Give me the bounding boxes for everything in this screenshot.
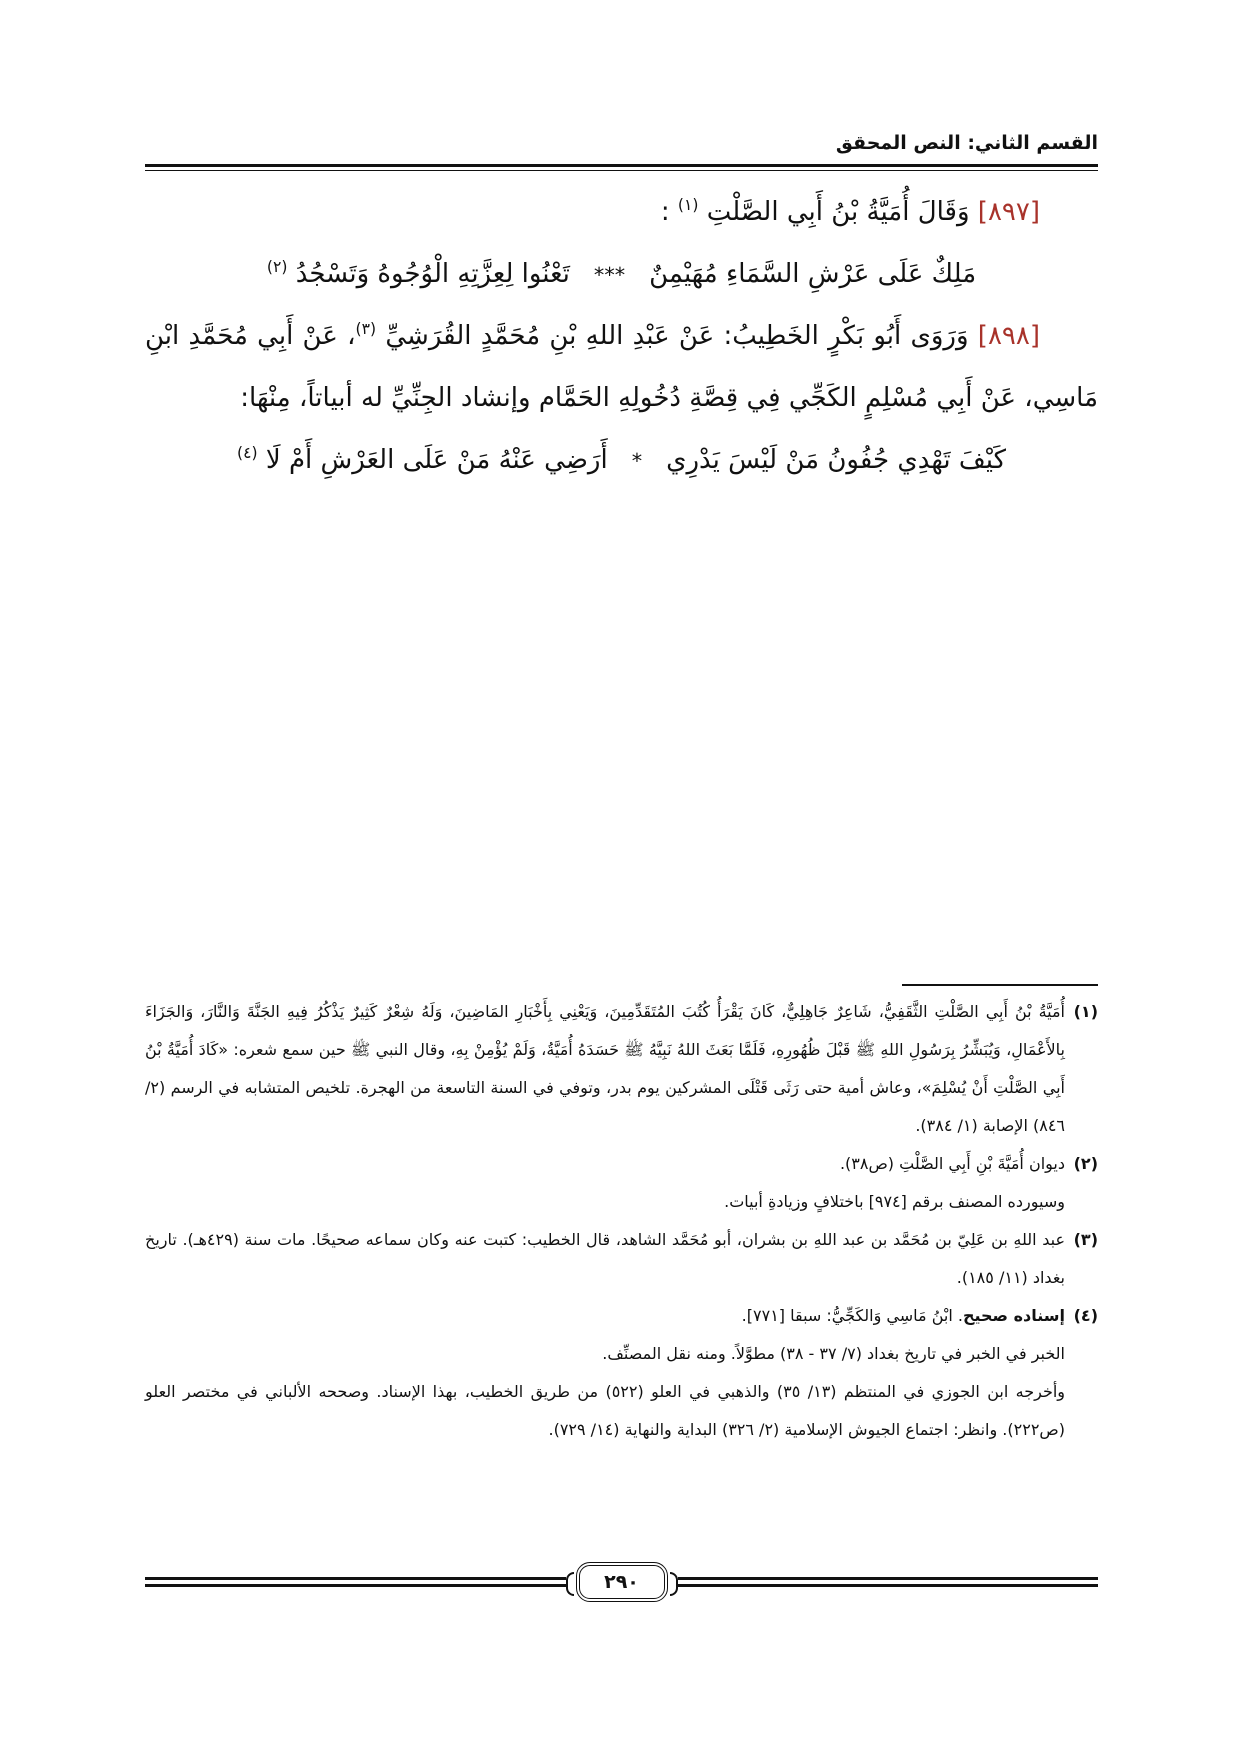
page-number: ٢٩٠: [576, 1562, 668, 1602]
verse-first-hemistich: كَيْفَ تَهْدِي جُفُونُ مَنْ لَيْسَ يَدْرِي: [666, 445, 1006, 475]
footnote-text: . ابْنُ مَاسِي وَالكَجِّيُّ: سبقا [٧٧١].: [741, 1306, 963, 1325]
footnote-text: عبد اللهِ بن عَلِيّ بن مُحَمَّد بن عبد اللهِ بن بشران، أبو مُحَمَّد الشاهد، قال الخطيب: كتبت عنه وكان سماعه صحيحًا. مات سنة (٤٢٩هـ). تاريخ بغداد (١١/ ١٨٥).: [145, 1230, 1065, 1287]
page-footer-ornament: [145, 1561, 1098, 1603]
verse-second-hemistich-group: [237, 429, 608, 491]
entry-number: [٨٩٧]: [977, 197, 1040, 227]
footnotes: [145, 993, 1098, 1449]
footnote-text: ديوان أُمَيَّةَ بْنِ أَبِي الصَّلْتِ (ص٣٨).: [839, 1154, 1065, 1173]
verse-second-hemistich: أَرَضِي عَنْهُ مَنْ عَلَى العَرْشِ أَمْ لَا: [265, 445, 608, 475]
footnote-1: [145, 993, 1098, 1145]
entry-tail: :: [660, 197, 670, 227]
footnote-number: (٣): [1073, 1230, 1098, 1249]
entry-898: [145, 305, 1098, 429]
verse-line: [145, 243, 1098, 305]
footnote-paragraph: [145, 1297, 1098, 1335]
footnote-ref: (٣): [355, 319, 377, 338]
verse-second-hemistich: تَعْنُوا لِعِزَّتِهِ الْوُجُوهُ وَتَسْجُدُ: [295, 259, 570, 289]
entry-897: [145, 181, 1098, 243]
footnote-ref: (٢): [266, 257, 288, 276]
footnote-ref: (٤): [237, 443, 258, 462]
footer-double-rule-right: [678, 1577, 1099, 1587]
footnote-paragraph: وأخرجه ابن الجوزي في المنتظم (١٣/ ٣٥) والذهبي في العلو (٥٢٢) من طريق الخطيب، بهذا الإسناد. وصححه الألباني في مختصر العلو (ص٢٢٢). وانظر: اجتماع الجيوش الإسلامية (٢/ ٣٢٦) البداية والنهاية (١٤/ ٧٢٩).: [145, 1382, 1066, 1439]
header-double-rule: [145, 164, 1098, 171]
footnote-paragraph: [145, 1221, 1098, 1297]
footnote-verdict: إسناده صحيح: [962, 1306, 1065, 1325]
entry-text: وَرَوَى أَبُو بَكْرٍ الخَطِيبُ: عَنْ عَبْدِ اللهِ بْنِ مُحَمَّدٍ القُرَشِيِّ: [385, 321, 969, 351]
footnote-paragraph: وسيورده المصنف برقم [٩٧٤] باختلافٍ وزيادةِ أبيات.: [724, 1192, 1065, 1211]
verse-separator: ***: [593, 263, 626, 287]
footnote-number: (٤): [1073, 1306, 1098, 1325]
footnote-text: أُمَيَّةُ بْنُ أَبِي الصَّلْتِ الثَّقَفِيُّ، شَاعِرٌ جَاهِلِيٌّ، كَانَ يَقْرَأُ كُتُبَ المُتَقَدِّمِينَ، وَيَعْنِي بِأَخْبَارِ المَاضِينَ، وَلَهُ شِعْرٌ كَثِيرٌ يَذْكُرُ فِيهِ الجَنَّةَ وَالنَّارَ، وَالجَزَاءَ بِالأَعْمَالِ، وَيُبَشِّرُ بِرَسُولِ اللهِ ﷺ قَبْلَ ظُهُورِهِ، فَلَمَّا بَعَثَ اللهُ نَبِيَّهُ ﷺ حَسَدَهُ أُمَيَّةُ، وَلَمْ يُؤْمِنْ بِهِ، وقال النبي ﷺ حين سمع شعره: «كَادَ أُمَيَّةُ بْنُ أَبِي الصَّلْتِ أَنْ يُسْلِمَ»، وعاش أمية حتى رَثَى قَتْلَى المشركين يوم بدر، وتوفي في السنة التاسعة من الهجرة. تلخيص المتشابه في الرسم (٢/ ٨٤٦) الإصابة (١/ ٣٨٤).: [145, 1002, 1065, 1135]
footnote-ref: (١): [677, 195, 699, 214]
footnote-number: (١): [1073, 1002, 1098, 1021]
footnote-3: [145, 1221, 1098, 1297]
footer-double-rule-left: [145, 1577, 566, 1587]
footnote-paragraph: الخبر في الخبر في تاريخ بغداد (٧/ ٣٧ - ٣٨) مطوَّلاً. ومنه نقل المصنِّف.: [602, 1344, 1065, 1363]
footnote-separator: [902, 984, 1098, 986]
entry-text: وَقَالَ أُمَيَّةُ بْنُ أَبِي الصَّلْتِ: [706, 197, 970, 227]
main-text: [145, 181, 1098, 491]
entry-text-continued: ، عَنْ أَبِي مُحَمَّدِ ابْنِ مَاسِي، عَنْ أَبِي مُسْلِمٍ الكَجِّي فِي قِصَّةِ دُخُولِهِ الحَمَّام وإنشاد الجِنِّيِّ له أبياتاً، مِنْهَا:: [145, 321, 1098, 413]
footnote-number: (٢): [1073, 1154, 1098, 1173]
verse-separator: *: [631, 449, 643, 473]
verse-line: [145, 429, 1098, 491]
footnote-paragraph: [145, 993, 1098, 1145]
running-head: القسم الثاني: النص المحقق: [835, 132, 1098, 154]
entry-number: [٨٩٨]: [977, 321, 1040, 351]
footnote-2: [145, 1145, 1098, 1221]
verse-first-hemistich: مَلِكٌ عَلَى عَرْشِ السَّمَاءِ مُهَيْمِنٌ: [649, 259, 977, 289]
footnote-4: [145, 1297, 1098, 1449]
footnote-paragraph: [145, 1145, 1098, 1183]
verse-second-hemistich-group: [267, 243, 570, 305]
